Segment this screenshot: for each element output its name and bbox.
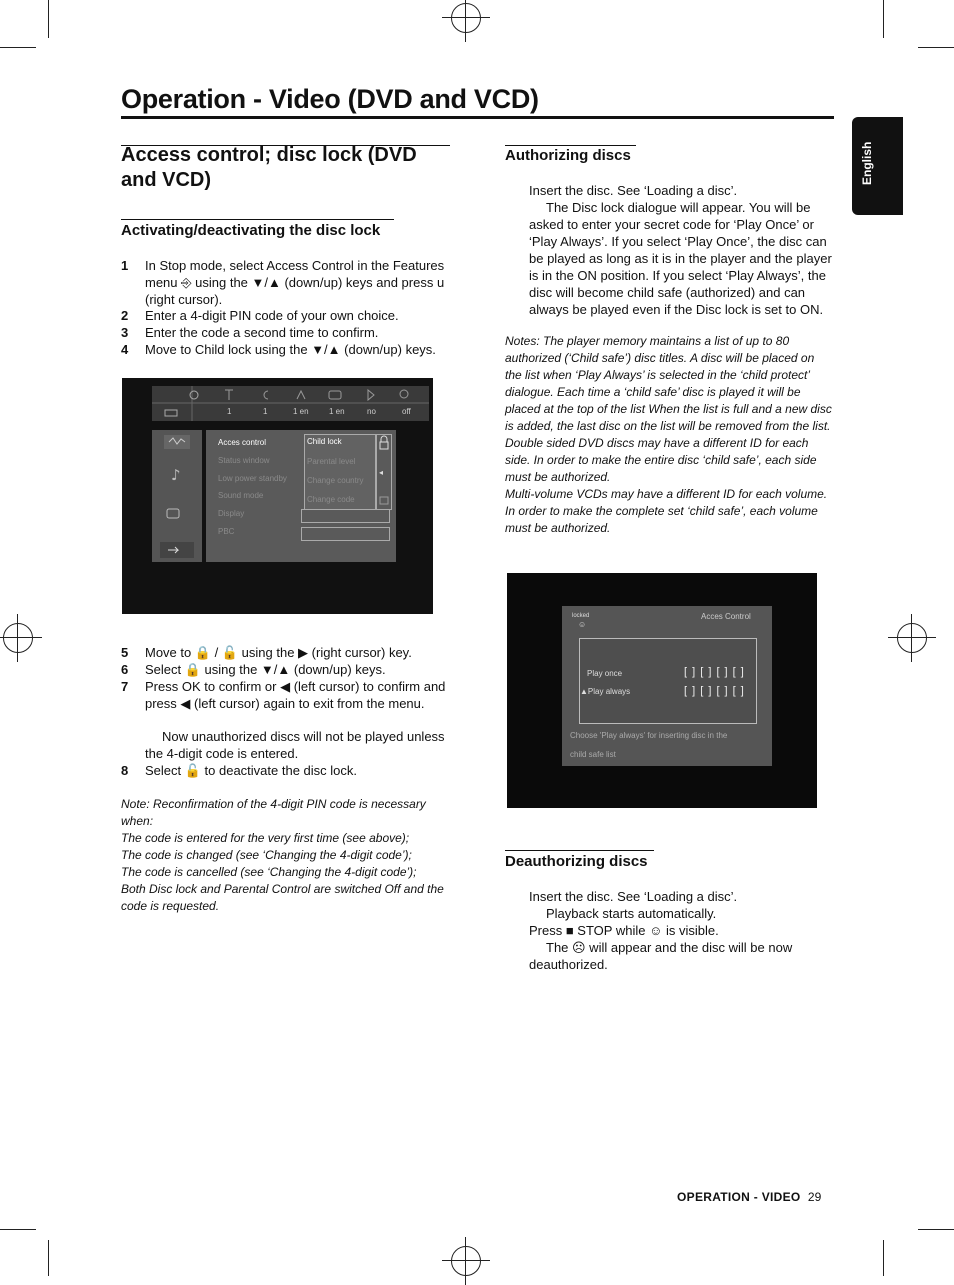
- body-line: The ☹ will appear and the disc will be now deauthorized.: [529, 940, 793, 972]
- menu-item-display[interactable]: Display: [218, 509, 245, 518]
- note-line: Both Disc lock and Parental Control are switched Off and the code is requested.: [121, 882, 444, 913]
- menu-item-low-power[interactable]: Low power standby: [218, 474, 287, 483]
- menu-value-box: [301, 527, 390, 541]
- step-text: Select 🔓 to deactivate the disc lock.: [145, 763, 358, 778]
- crop-mark: [918, 1229, 954, 1230]
- section-rule: [505, 145, 636, 146]
- crop-mark: [883, 1240, 884, 1276]
- step-text: Move to 🔒 / 🔓 using the ▶ (right cursor) key.: [145, 645, 412, 660]
- bar-value: 1: [263, 407, 268, 416]
- menu-value-box: [301, 509, 390, 523]
- title-rule: [121, 116, 834, 119]
- registration-mark: [897, 623, 927, 653]
- step-number: 8: [121, 763, 129, 778]
- step-number: 1: [121, 258, 129, 273]
- submenu-box: [304, 434, 376, 510]
- hint-line: Choose 'Play always' for inserting disc in the: [570, 731, 728, 740]
- submenu-item-change-code[interactable]: Change code: [307, 495, 355, 504]
- bar-value: 1: [227, 407, 232, 416]
- code-entry-box: [579, 638, 757, 724]
- registration-mark: [451, 3, 481, 33]
- menu-item-status-window[interactable]: Status window: [218, 456, 270, 465]
- note-paragraph: Notes: The player memory maintains a list of up to 80 authorized (‘Child safe’) disc titles. A disc will be placed on the list when ‘Play Always’ is selected in the ‘child protect’ dialogue. Each time a ‘child safe’ disc is played it will be placed at the top of the list When the list is full and a new disc is added, the last disc on the list will be removed from the list.: [505, 334, 832, 433]
- authorizing-notes: [505, 333, 834, 537]
- menu-bar-icons: [152, 386, 429, 421]
- step-text: Move to Child lock using the ▼/▲ (down/up) keys.: [145, 342, 436, 357]
- step-text: Enter a 4-digit PIN code of your own choice.: [145, 308, 399, 323]
- smiley-icon: ☺: [578, 620, 587, 629]
- step-text: Now unauthorized discs will not be played unless the 4-digit code is entered.: [145, 729, 445, 761]
- note-line: The code is changed (see ‘Changing the 4-digit code’);: [121, 848, 412, 862]
- step-5: [121, 644, 451, 661]
- locked-label: locked: [572, 613, 590, 619]
- svg-text:♪: ♪: [171, 466, 181, 484]
- registration-mark: [3, 623, 33, 653]
- bar-value: off: [402, 407, 411, 416]
- subsection-title: Activating/deactivating the disc lock: [121, 222, 381, 239]
- step-number: 2: [121, 308, 129, 323]
- step-text: In Stop mode, select Access Control in the Features menu ⎆ using the ▼/▲ (down/up) keys and press u (right cursor).: [145, 258, 445, 307]
- menu-bar: [152, 386, 429, 421]
- step-number: 5: [121, 645, 129, 660]
- crop-mark: [0, 47, 36, 48]
- registration-mark: [451, 1246, 481, 1276]
- crop-mark: [48, 1240, 49, 1276]
- section-rule: [505, 850, 654, 851]
- page-number: 29: [807, 1190, 822, 1204]
- step-number: 7: [121, 679, 129, 694]
- menu-item-access-control[interactable]: Acces control: [218, 438, 267, 447]
- menu-item-sound-mode[interactable]: Sound mode: [218, 491, 264, 500]
- step-2: [121, 307, 451, 324]
- note-line: Note: Reconfirmation of the 4-digit PIN code is necessary when:: [121, 797, 426, 828]
- step-text: Select 🔒 using the ▼/▲ (down/up) keys.: [145, 662, 386, 677]
- menu-category-column: [152, 430, 202, 562]
- body-line: Insert the disc. See ‘Loading a disc’.: [529, 889, 738, 904]
- crop-mark: [883, 0, 884, 38]
- note-line: The code is cancelled (see ‘Changing the 4-digit code’);: [121, 865, 417, 879]
- submenu-item-parental-level[interactable]: Parental level: [307, 457, 356, 466]
- submenu-item-change-country[interactable]: Change country: [307, 476, 364, 485]
- access-control-screenshot: [507, 573, 817, 808]
- category-icons: [152, 430, 202, 562]
- note-line: The code is entered for the very first time (see above);: [121, 831, 410, 845]
- note-paragraph: Multi-volume VCDs may have a different ID for each volume. In order to make the complete set ‘child safe’, each volume must be authorized.: [505, 487, 828, 535]
- pin-note: [121, 796, 451, 915]
- step-1: [121, 257, 451, 308]
- deauthorizing-body: [529, 888, 834, 973]
- step-6: [121, 661, 451, 678]
- crop-mark: [48, 0, 49, 38]
- language-tab: [852, 117, 903, 215]
- crop-mark: [0, 1229, 36, 1230]
- authorizing-body: [529, 182, 834, 318]
- body-line: Insert the disc. See ‘Loading a disc’.: [529, 183, 738, 198]
- section-title: Access control; disc lock (DVD and VCD): [121, 144, 417, 191]
- hint-line: child safe list: [570, 750, 616, 759]
- subsection-rule: [121, 219, 394, 220]
- bar-value: 1 en: [329, 407, 345, 416]
- play-once-option[interactable]: Play once: [587, 669, 623, 678]
- step-number: 6: [121, 662, 129, 677]
- step-number: 3: [121, 325, 129, 340]
- step-text: Enter the code a second time to confirm.: [145, 325, 379, 340]
- note-paragraph: Double sided DVD discs may have a different ID for each side. In order to make the entire disc ‘child safe’, each side must be authorized.: [505, 436, 817, 484]
- lock-icon: [377, 435, 391, 509]
- menu-item-pbc[interactable]: PBC: [218, 527, 235, 536]
- lock-column[interactable]: [376, 434, 392, 510]
- body-line: Playback starts automatically.: [546, 906, 717, 921]
- svg-text:◂: ◂: [379, 468, 384, 477]
- step-number: 4: [121, 342, 129, 357]
- step-8: [121, 762, 451, 779]
- deauthorizing-title: Deauthorizing discs: [505, 853, 648, 870]
- dialog-title: Acces Control: [701, 612, 751, 621]
- body-line: The Disc lock dialogue will appear. You will be asked to enter your secret code for ‘Play Once’ or ‘Play Always’. If you select ‘Play Once’, the disc can be played as long as it is in the player and the player is in the ON position. If you select ‘Play Always’, the disc will become child safe (authorized) and can always be played even if the Disc lock is set to ON.: [529, 200, 832, 317]
- step-4: [121, 341, 451, 358]
- step-7-result: [121, 728, 451, 762]
- footer-section: OPERATION - VIDEO: [677, 1190, 801, 1204]
- language-tab-label: English: [860, 141, 874, 185]
- features-menu-screenshot: [122, 378, 433, 614]
- step-3: [121, 324, 451, 341]
- play-always-code[interactable]: [ ] [ ] [ ] [ ]: [684, 685, 745, 697]
- page-title: Operation - Video (DVD and VCD): [121, 84, 539, 114]
- bar-value: no: [367, 407, 376, 416]
- menu-panel: [206, 430, 396, 562]
- authorizing-title: Authorizing discs: [505, 147, 631, 164]
- page-footer: [677, 1190, 821, 1204]
- bar-value: 1 en: [293, 407, 309, 416]
- step-text: Press OK to confirm or ◀ (left cursor) to confirm and press ◀ (left cursor) again to exit from the menu.: [145, 679, 446, 711]
- submenu-item-child-lock[interactable]: Child lock: [307, 437, 342, 446]
- play-once-code[interactable]: [ ] [ ] [ ] [ ]: [684, 666, 745, 678]
- step-7: [121, 678, 451, 712]
- access-control-dialog: [562, 606, 772, 766]
- body-line: Press ■ STOP while ☺ is visible.: [529, 923, 719, 938]
- play-always-option[interactable]: ▲Play always: [580, 687, 631, 696]
- crop-mark: [918, 47, 954, 48]
